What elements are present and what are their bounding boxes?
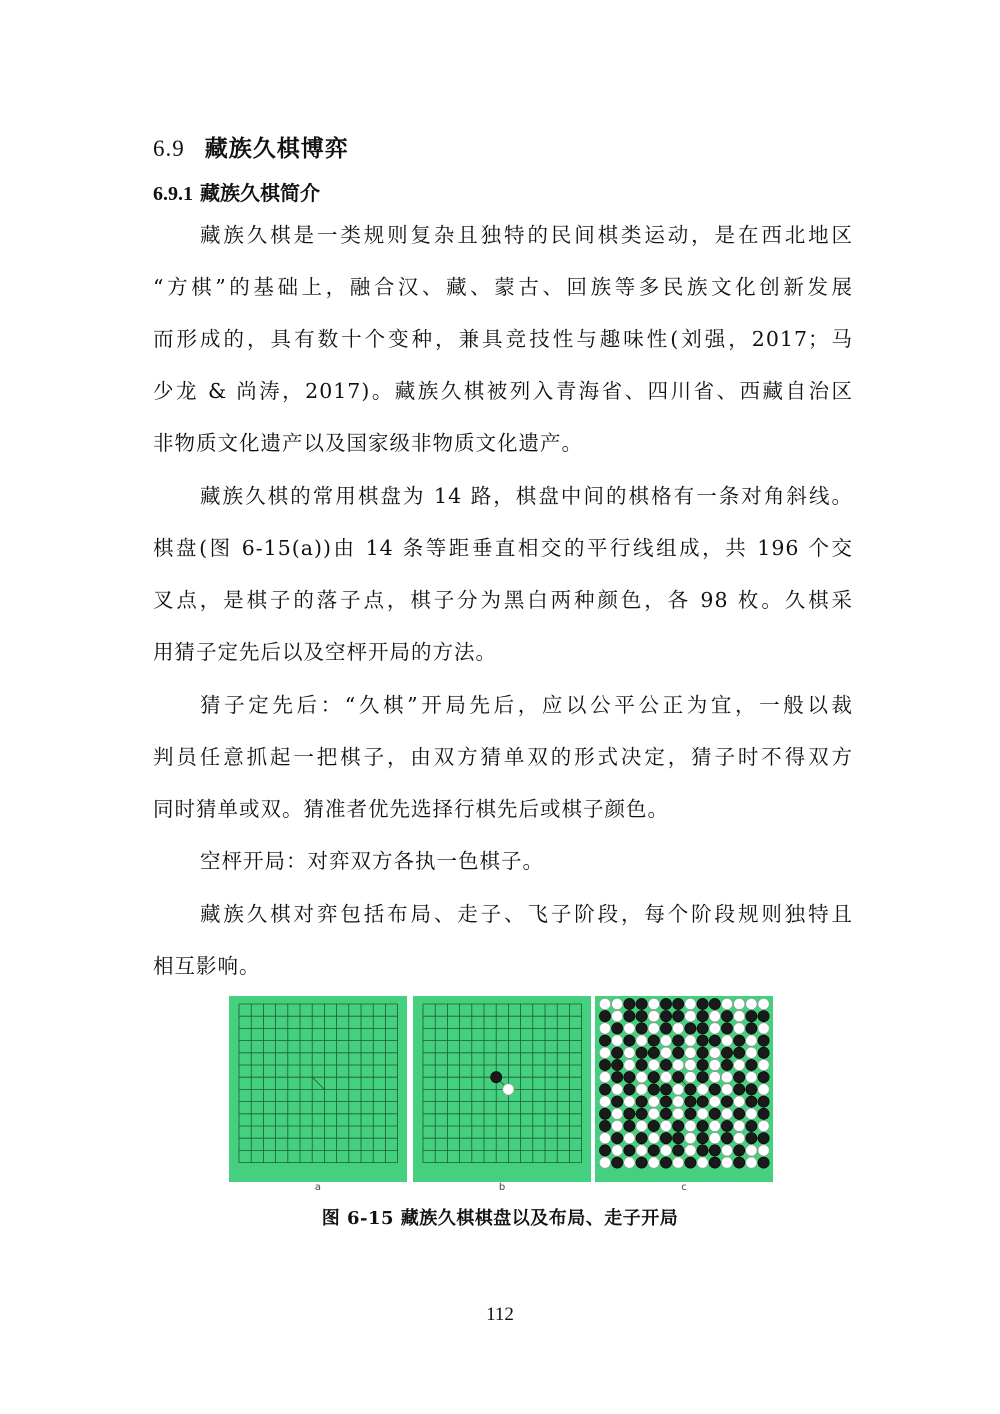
white-stone	[685, 1011, 696, 1022]
black-stone	[697, 1059, 708, 1070]
black-stone	[746, 1120, 757, 1131]
board-panel-a	[229, 996, 407, 1182]
black-stone	[697, 1096, 708, 1107]
white-stone	[709, 1120, 720, 1131]
paragraph-line: “方棋”的基础上，融合汉、藏、蒙古、回族等多民族文化创新发展	[153, 275, 853, 299]
white-stone	[624, 1047, 635, 1058]
white-stone	[746, 1108, 757, 1119]
paragraph-line: 猜子定先后：“久棋”开局先后，应以公平公正为宜，一般以裁	[200, 693, 853, 717]
paragraph-line: 空枰开局：对弈双方各执一色棋子。	[200, 849, 544, 873]
black-stone	[673, 1120, 684, 1131]
black-stone	[721, 1023, 732, 1034]
black-stone	[758, 1047, 769, 1058]
white-stone	[685, 1047, 696, 1058]
white-stone	[612, 1108, 623, 1119]
black-stone	[734, 1157, 745, 1168]
black-stone	[721, 1120, 732, 1131]
paragraph-line: 而形成的，具有数十个变种，兼具竞技性与趣味性(刘强，2017；马	[153, 327, 853, 351]
white-stone	[685, 1059, 696, 1070]
black-stone	[685, 1023, 696, 1034]
black-stone	[673, 1145, 684, 1156]
board-panel-c	[595, 996, 773, 1182]
black-stone	[746, 1059, 757, 1070]
paragraph-line: 同时猜单或双。猜准者优先选择行棋先后或棋子颜色。	[153, 797, 669, 821]
black-stone	[734, 1145, 745, 1156]
board-b-grid	[413, 996, 591, 1182]
white-stone	[660, 1145, 671, 1156]
black-stone	[746, 1096, 757, 1107]
black-stone	[697, 1145, 708, 1156]
white-stone	[673, 1023, 684, 1034]
paragraph	[153, 846, 853, 898]
black-stone	[624, 1145, 635, 1156]
black-stone	[624, 1108, 635, 1119]
white-stone	[685, 1133, 696, 1144]
black-stone	[673, 1035, 684, 1046]
black-stone	[746, 1023, 757, 1034]
black-stone	[660, 1108, 671, 1119]
white-stone	[721, 1157, 732, 1168]
white-stone	[721, 998, 732, 1009]
black-stone	[697, 1035, 708, 1046]
white-stone	[612, 1035, 623, 1046]
white-stone	[709, 1023, 720, 1034]
black-stone	[697, 998, 708, 1009]
white-stone	[721, 1072, 732, 1083]
black-stone	[612, 1133, 623, 1144]
black-stone	[660, 1157, 671, 1168]
black-stone	[734, 1035, 745, 1046]
black-stone	[599, 1145, 610, 1156]
white-stone	[599, 1096, 610, 1107]
white-stone	[636, 1120, 647, 1131]
black-stone	[721, 1011, 732, 1022]
black-stone	[612, 1072, 623, 1083]
white-stone	[721, 1108, 732, 1119]
white-stone	[721, 1145, 732, 1156]
white-stone	[648, 1096, 659, 1107]
section-number: 6.9	[153, 136, 185, 161]
black-stone	[697, 1023, 708, 1034]
black-stone	[709, 1157, 720, 1168]
white-stone	[648, 1023, 659, 1034]
black-stone	[648, 1072, 659, 1083]
white-stone	[746, 1157, 757, 1168]
black-stone	[599, 1108, 610, 1119]
black-stone	[709, 1145, 720, 1156]
black-stone	[636, 1023, 647, 1034]
white-stone	[612, 1011, 623, 1022]
white-stone	[636, 1145, 647, 1156]
black-stone	[624, 1035, 635, 1046]
white-stone	[648, 1011, 659, 1022]
board-panel-b	[413, 996, 591, 1182]
white-stone	[599, 1133, 610, 1144]
white-stone	[612, 1145, 623, 1156]
white-stone	[624, 1157, 635, 1168]
black-stone	[612, 1023, 623, 1034]
black-stone	[709, 1035, 720, 1046]
black-stone	[660, 1096, 671, 1107]
white-stone	[734, 998, 745, 1009]
black-stone	[746, 1084, 757, 1095]
paragraph	[153, 690, 853, 846]
panel-label-a: a	[314, 1182, 322, 1193]
black-stone	[697, 1047, 708, 1058]
black-stone	[599, 1120, 610, 1131]
black-stone	[721, 1133, 732, 1144]
white-stone	[624, 1096, 635, 1107]
white-stone	[636, 1035, 647, 1046]
black-stone	[697, 1120, 708, 1131]
black-stone	[673, 1133, 684, 1144]
black-stone	[491, 1072, 502, 1083]
panel-label-c: c	[681, 1182, 687, 1193]
panel-label-b: b	[498, 1182, 506, 1193]
black-stone	[721, 1047, 732, 1058]
paragraph	[153, 899, 853, 1003]
paragraph-line: 藏族久棋是一类规则复杂且独特的民间棋类运动，是在西北地区	[200, 223, 853, 247]
white-stone	[734, 1096, 745, 1107]
black-stone	[636, 998, 647, 1009]
white-stone	[758, 998, 769, 1009]
white-stone	[673, 1096, 684, 1107]
white-stone	[648, 1108, 659, 1119]
white-stone	[599, 1072, 610, 1083]
white-stone	[734, 1133, 745, 1144]
white-stone	[758, 1084, 769, 1095]
black-stone	[612, 1047, 623, 1058]
black-stone	[721, 1096, 732, 1107]
black-stone	[673, 998, 684, 1009]
black-stone	[673, 1047, 684, 1058]
white-stone	[758, 1059, 769, 1070]
black-stone	[599, 1011, 610, 1022]
black-stone	[660, 1023, 671, 1034]
white-stone	[709, 1133, 720, 1144]
black-stone	[648, 1047, 659, 1058]
white-stone	[709, 1072, 720, 1083]
black-stone	[746, 1133, 757, 1144]
white-stone	[746, 1072, 757, 1083]
black-stone	[673, 1072, 684, 1083]
white-stone	[685, 998, 696, 1009]
black-stone	[636, 1096, 647, 1107]
black-stone	[636, 1047, 647, 1058]
white-stone	[673, 1084, 684, 1095]
black-stone	[599, 1035, 610, 1046]
white-stone	[599, 1157, 610, 1168]
white-stone	[612, 1084, 623, 1095]
paragraph-line: 藏族久棋对弈包括布局、走子、飞子阶段，每个阶段规则独特且	[200, 902, 853, 926]
white-stone	[758, 1023, 769, 1034]
white-stone	[673, 1108, 684, 1119]
white-stone	[746, 998, 757, 1009]
black-stone	[758, 1157, 769, 1168]
black-stone	[636, 1133, 647, 1144]
black-stone	[648, 1120, 659, 1131]
white-stone	[758, 1145, 769, 1156]
black-stone	[660, 1133, 671, 1144]
white-stone	[697, 1157, 708, 1168]
white-stone	[746, 1035, 757, 1046]
black-stone	[734, 1047, 745, 1058]
black-stone	[697, 1011, 708, 1022]
board-c-grid	[595, 996, 773, 1182]
white-stone	[599, 998, 610, 1009]
paragraph-line: 少龙 & 尚涛，2017)。藏族久棋被列入青海省、四川省、西藏自治区	[153, 379, 853, 403]
black-stone	[624, 1120, 635, 1131]
subsection-number: 6.9.1	[153, 183, 193, 205]
paragraph-line: 非物质文化遗产以及国家级非物质文化遗产。	[153, 431, 583, 455]
black-stone	[612, 1096, 623, 1107]
white-stone	[709, 1096, 720, 1107]
black-stone	[648, 1145, 659, 1156]
paragraph	[153, 220, 853, 480]
black-stone	[685, 1157, 696, 1168]
white-stone	[624, 1059, 635, 1070]
white-stone	[612, 1120, 623, 1131]
black-stone	[709, 1108, 720, 1119]
black-stone	[685, 1084, 696, 1095]
white-stone	[660, 1072, 671, 1083]
black-stone	[758, 1096, 769, 1107]
black-stone	[673, 1011, 684, 1022]
black-stone	[758, 1072, 769, 1083]
black-stone	[734, 1108, 745, 1119]
white-stone	[709, 1059, 720, 1070]
subsection-heading	[153, 177, 320, 206]
black-stone	[734, 1072, 745, 1083]
black-stone	[660, 1059, 671, 1070]
white-stone	[636, 1072, 647, 1083]
white-stone	[648, 998, 659, 1009]
black-stone	[612, 1157, 623, 1168]
white-stone	[709, 1011, 720, 1022]
figure-caption: 图 6-15 藏族久棋棋盘以及布局、走子开局	[321, 1208, 679, 1229]
black-stone	[697, 1072, 708, 1083]
white-stone	[612, 998, 623, 1009]
white-stone	[660, 1047, 671, 1058]
white-stone	[685, 1145, 696, 1156]
black-stone	[685, 1108, 696, 1119]
white-stone	[685, 1035, 696, 1046]
section-title: 藏族久棋博弈	[204, 135, 349, 162]
black-stone	[709, 1084, 720, 1095]
subsection-title: 藏族久棋简介	[199, 181, 320, 205]
white-stone	[721, 1035, 732, 1046]
page-number: 112	[486, 1304, 514, 1325]
black-stone	[660, 998, 671, 1009]
white-stone	[734, 1011, 745, 1022]
black-stone	[624, 1011, 635, 1022]
black-stone	[721, 1059, 732, 1070]
paragraph-line: 藏族久棋的常用棋盘为 14 路，棋盘中间的棋格有一条对角斜线。	[200, 484, 853, 508]
white-stone	[648, 1059, 659, 1070]
white-stone	[685, 1072, 696, 1083]
black-stone	[636, 1108, 647, 1119]
white-stone	[673, 1157, 684, 1168]
black-stone	[758, 1035, 769, 1046]
white-stone	[599, 1023, 610, 1034]
black-stone	[734, 1084, 745, 1095]
black-stone	[709, 998, 720, 1009]
white-stone	[709, 1047, 720, 1058]
black-stone	[624, 998, 635, 1009]
black-stone	[612, 1059, 623, 1070]
white-stone	[685, 1120, 696, 1131]
black-stone	[685, 1096, 696, 1107]
paragraph-line: 用猜子定先后以及空枰开局的方法。	[153, 640, 497, 664]
black-stone	[660, 1084, 671, 1095]
paragraph-line: 叉点，是棋子的落子点，棋子分为黑白两种颜色，各 98 枚。久棋采	[153, 588, 853, 612]
white-stone	[503, 1084, 514, 1095]
black-stone	[758, 1133, 769, 1144]
white-stone	[746, 1047, 757, 1058]
black-stone	[636, 1059, 647, 1070]
black-stone	[697, 1133, 708, 1144]
white-stone	[734, 1120, 745, 1131]
white-stone	[673, 1059, 684, 1070]
black-stone	[599, 1059, 610, 1070]
paragraph	[153, 481, 853, 689]
white-stone	[660, 1120, 671, 1131]
white-stone	[734, 1023, 745, 1034]
black-stone	[636, 1011, 647, 1022]
white-stone	[758, 1120, 769, 1131]
white-stone	[624, 1023, 635, 1034]
black-stone	[648, 1035, 659, 1046]
center-diagonal	[312, 1077, 324, 1089]
section-heading	[153, 130, 349, 163]
figure-go-boards	[229, 996, 775, 1198]
black-stone	[746, 1011, 757, 1022]
black-stone	[648, 1084, 659, 1095]
white-stone	[697, 1084, 708, 1095]
white-stone	[648, 1133, 659, 1144]
white-stone	[734, 1059, 745, 1070]
black-stone	[758, 1108, 769, 1119]
black-stone	[758, 1011, 769, 1022]
white-stone	[648, 1157, 659, 1168]
white-stone	[746, 1145, 757, 1156]
black-stone	[624, 1084, 635, 1095]
white-stone	[636, 1084, 647, 1095]
white-stone	[624, 1133, 635, 1144]
black-stone	[660, 1011, 671, 1022]
black-stone	[624, 1072, 635, 1083]
paragraph-line: 相互影响。	[153, 954, 261, 978]
white-stone	[660, 1035, 671, 1046]
black-stone	[636, 1157, 647, 1168]
black-stone	[599, 1084, 610, 1095]
paragraph-line: 棋盘(图 6-15(a))由 14 条等距垂直相交的平行线组成，共 196 个交	[153, 536, 853, 560]
board-a-grid	[229, 996, 407, 1182]
paragraph-line: 判员任意抓起一把棋子，由双方猜单双的形式决定，猜子时不得双方	[153, 745, 853, 769]
white-stone	[599, 1047, 610, 1058]
white-stone	[697, 1108, 708, 1119]
white-stone	[721, 1084, 732, 1095]
